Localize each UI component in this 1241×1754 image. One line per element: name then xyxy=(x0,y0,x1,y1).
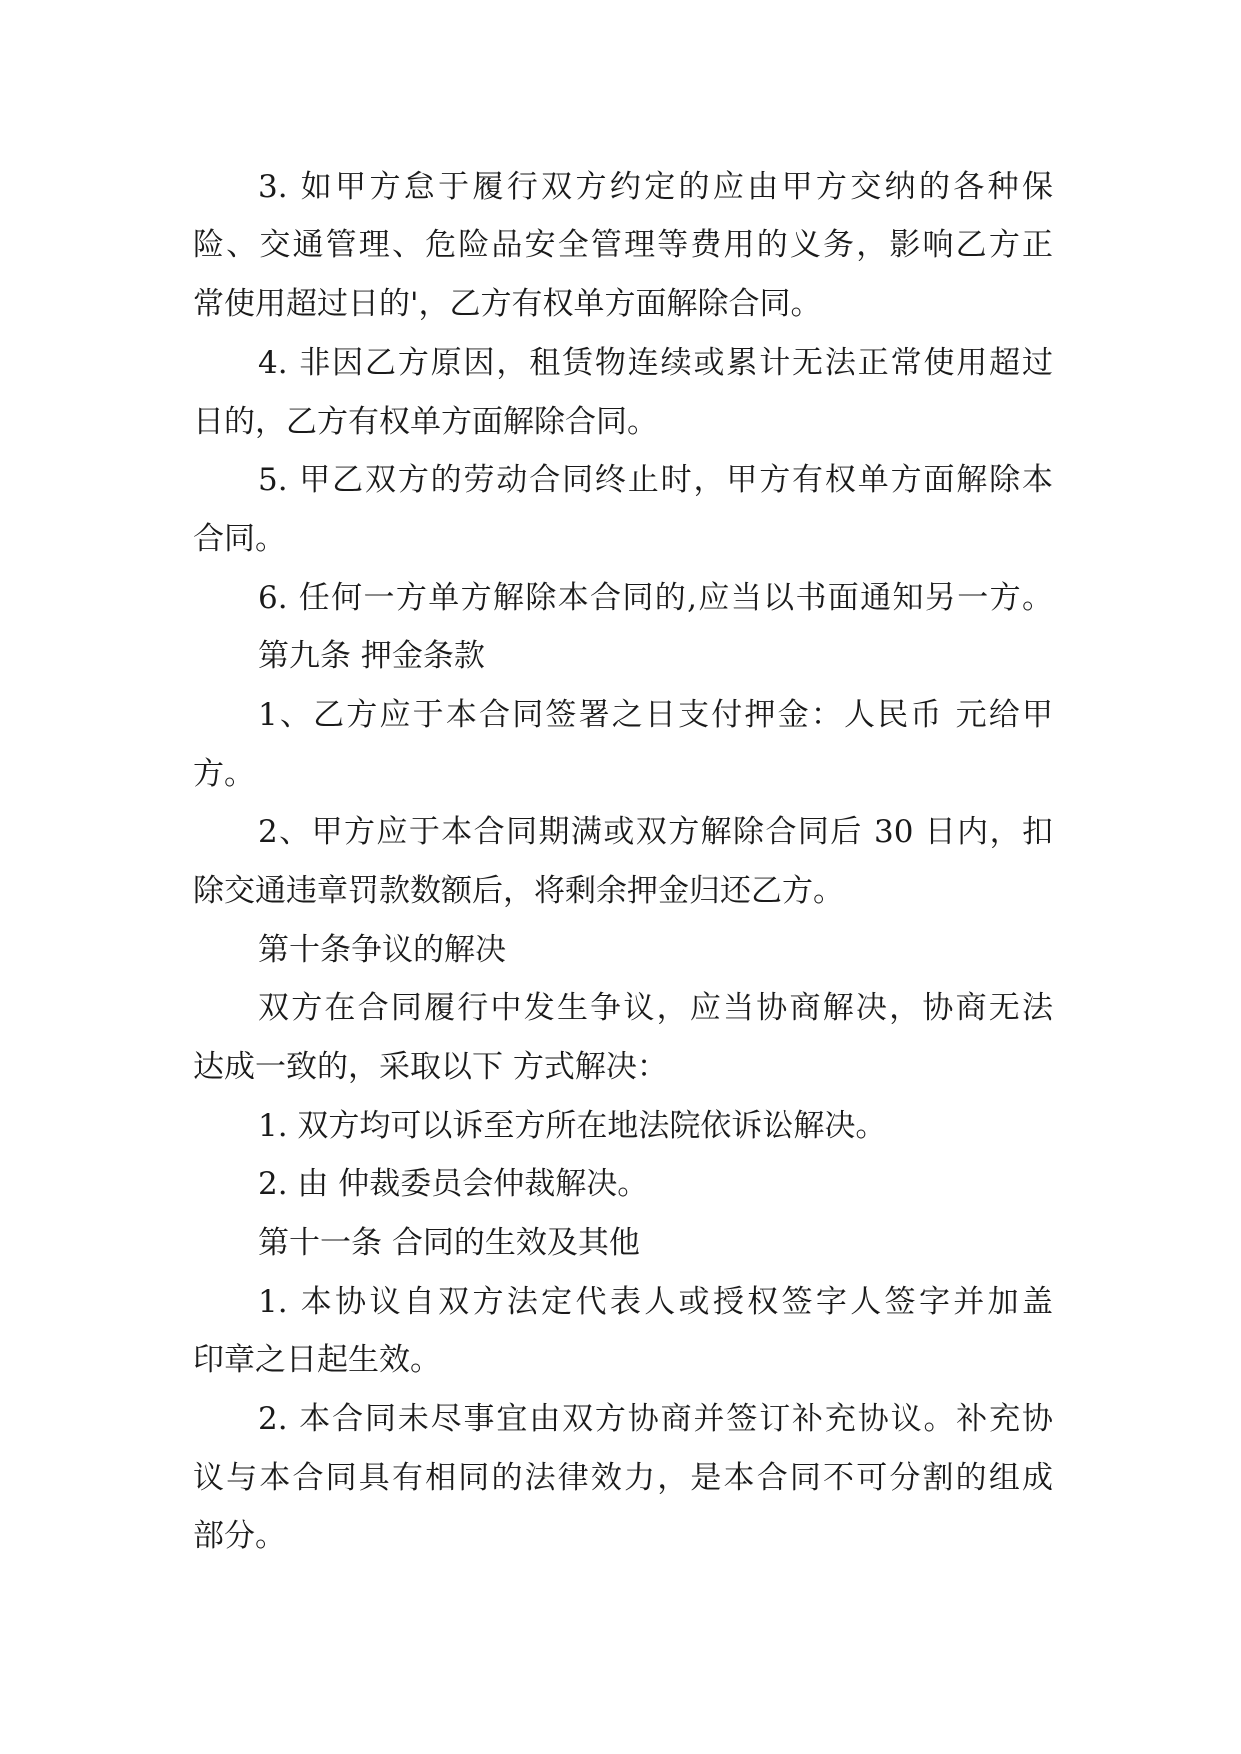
clause-9-item-2-line-2: 除交通违章罚款数额后，将剩余押金归还乙方。 xyxy=(193,873,844,909)
clause-10-heading: 第十条争议的解决 xyxy=(258,932,506,968)
clause-9-item-1-line-1: 1、乙方应于本合同签署之日支付押金：人民币 元给甲 xyxy=(258,697,1053,733)
clause-10-item-2: 2. 由 仲裁委员会仲裁解决。 xyxy=(258,1166,649,1202)
clause-11-item-2-line-3: 部分。 xyxy=(193,1518,286,1554)
clause-9-item-1-line-2: 方。 xyxy=(193,756,255,792)
clause-8-item-3-line-2: 险、交通管理、危险品安全管理等费用的义务，影响乙方正 xyxy=(193,227,1053,263)
clause-11-item-1-line-2: 印章之日起生效。 xyxy=(193,1342,441,1378)
clause-8-item-6: 6. 任何一方单方解除本合同的,应当以书面通知另一方。 xyxy=(258,580,1053,616)
clause-9-item-2-line-1: 2、甲方应于本合同期满或双方解除合同后 30 日内，扣 xyxy=(258,814,1053,850)
clause-8-item-5-line-1: 5. 甲乙双方的劳动合同终止时，甲方有权单方面解除本 xyxy=(258,462,1053,498)
clause-10-item-1: 1. 双方均可以诉至方所在地法院依诉讼解决。 xyxy=(258,1108,887,1144)
clause-11-item-2-line-2: 议与本合同具有相同的法律效力，是本合同不可分割的组成 xyxy=(193,1460,1053,1496)
clause-8-item-3-line-3: 常使用超过日的'，乙方有权单方面解除合同。 xyxy=(193,286,822,322)
clause-11-item-2-line-1: 2. 本合同未尽事宜由双方协商并签订补充协议。补充协 xyxy=(258,1401,1053,1437)
clause-8-item-5-line-2: 合同。 xyxy=(193,521,286,557)
clause-8-item-4-line-1: 4. 非因乙方原因，租赁物连续或累计无法正常使用超过 xyxy=(258,345,1053,381)
clause-11-item-1-line-1: 1. 本协议自双方法定代表人或授权签字人签字并加盖 xyxy=(258,1284,1053,1320)
clause-8-item-4-line-2: 日的，乙方有权单方面解除合同。 xyxy=(193,404,658,440)
clause-9-heading: 第九条 押金条款 xyxy=(258,638,485,674)
clause-10-intro-line-1: 双方在合同履行中发生争议，应当协商解决，协商无法 xyxy=(258,990,1053,1026)
clause-8-item-3-line-1: 3. 如甲方怠于履行双方约定的应由甲方交纳的各种保 xyxy=(258,169,1053,205)
clause-11-heading: 第十一条 合同的生效及其他 xyxy=(258,1225,640,1261)
clause-10-intro-line-2: 达成一致的，采取以下 方式解决： xyxy=(193,1049,668,1085)
